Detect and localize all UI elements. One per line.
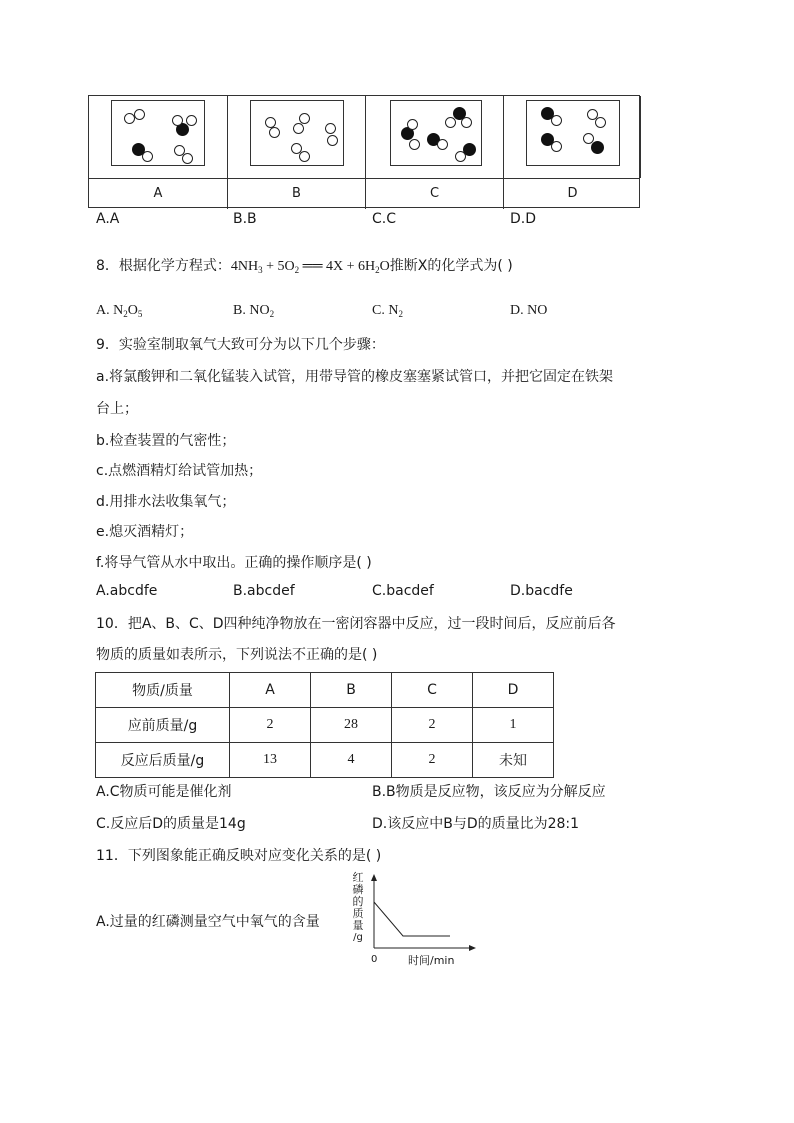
q10-stem-line1: 10．把A、B、C、D四种纯净物放在一密闭容器中反应，过一段时间后，反应前后各 — [96, 616, 616, 632]
q10-option-a: A.C物质可能是催化剂 — [96, 784, 232, 800]
q9-stem: 9．实验室制取氧气大致可分为以下几个步骤： — [96, 337, 385, 353]
q7-option-c: C.C — [372, 211, 397, 227]
q8-option-b: B. $NO_2$ — [233, 303, 275, 319]
graph-ylabel: 红 磷 的 质 量 /g — [352, 871, 364, 943]
q9-step-a-line1: a.将氯酸钾和二氧化锰装入试管，用带导管的橡皮塞塞紧试管口，并把它固定在铁架 — [96, 369, 614, 385]
molecule-label-b: B — [228, 179, 366, 209]
white-atom — [186, 115, 197, 126]
white-atom — [172, 115, 183, 126]
q9-option-c: C.bacdef — [372, 583, 434, 599]
q10-option-d: D.该反应中B与D的质量比为28:1 — [372, 816, 580, 832]
q9-option-d: D.bacdfe — [510, 583, 573, 599]
white-atom — [455, 151, 466, 162]
white-atom — [327, 135, 338, 146]
molecule-label-row — [89, 178, 639, 209]
molecule-cell-b — [228, 96, 366, 178]
white-atom — [407, 119, 418, 130]
q7-option-a: A.A — [96, 211, 120, 227]
white-atom — [409, 139, 420, 150]
q8-equation: $4NH_3 + 5O_2$ ══ $4X + 6H_2O$ — [230, 259, 390, 275]
table-row — [96, 708, 554, 743]
white-atom — [437, 139, 448, 150]
white-atom — [293, 123, 304, 134]
molecule-box-a — [111, 100, 205, 166]
q9-step-f: f.将导气管从水中取出。正确的操作顺序是( ) — [96, 555, 372, 571]
white-atom — [461, 117, 472, 128]
table-cell: 反应后质量/g — [96, 743, 230, 778]
white-atom — [142, 151, 153, 162]
table-cell: 2 — [392, 708, 473, 743]
table-cell: 未知 — [473, 743, 554, 778]
white-atom — [551, 115, 562, 126]
q9-step-e: e.熄灭酒精灯； — [96, 524, 194, 540]
table-cell: 应前质量/g — [96, 708, 230, 743]
black-atom — [591, 141, 604, 154]
molecule-cell-c — [366, 96, 504, 178]
table-header-cell: 物质/质量 — [96, 673, 230, 708]
molecule-box-b — [250, 100, 344, 166]
molecule-cell-d — [504, 96, 641, 178]
q8-stem-before: 根据化学方程式： — [118, 258, 231, 274]
table-header-cell: A — [230, 673, 311, 708]
white-atom — [325, 123, 336, 134]
q9-option-b: B.abcdef — [233, 583, 295, 599]
molecule-label-d: D — [567, 186, 578, 201]
table-cell: 13 — [230, 743, 311, 778]
q7-option-b: B.B — [233, 211, 257, 227]
q8-option-a: A. $N_2O_5$ — [96, 303, 143, 319]
white-atom — [445, 117, 456, 128]
q10-stem-line2: 物质的质量如表所示，下列说法不正确的是( ) — [96, 647, 378, 663]
q8-option-d: D. NO — [510, 303, 548, 318]
graph-xlabel: 时间/min — [408, 954, 455, 967]
white-atom — [299, 113, 310, 124]
white-atom — [269, 127, 280, 138]
q9-option-a: A.abcdfe — [96, 583, 158, 599]
table-header-cell: C — [392, 673, 473, 708]
graph-origin: 0 — [371, 954, 378, 965]
white-atom — [182, 153, 193, 164]
molecule-label-c: C — [366, 179, 504, 209]
q8-stem-after: 推断X的化学式为( ) — [389, 258, 513, 274]
molecule-option-table — [88, 95, 640, 208]
table-cell: 1 — [473, 708, 554, 743]
table-header-cell: D — [473, 673, 554, 708]
q8-number: 8． — [96, 258, 119, 274]
q9-step-d: d.用排水法收集氧气； — [96, 494, 236, 510]
q8-option-c: C. $N_2$ — [372, 303, 403, 319]
molecule-box-d — [526, 100, 620, 166]
q10-option-c: C.反应后D的质量是14g — [96, 816, 246, 832]
white-atom — [134, 109, 145, 120]
table-header-cell: B — [311, 673, 392, 708]
table-row — [96, 743, 554, 778]
red-phosphorus-graph — [350, 872, 480, 972]
mass-data-table — [95, 672, 554, 778]
table-cell: 2 — [230, 708, 311, 743]
table-cell: 28 — [311, 708, 392, 743]
q9-step-a-line2: 台上； — [96, 401, 138, 417]
table-cell: 4 — [311, 743, 392, 778]
q10-option-b: B.B物质是反应物，该反应为分解反应 — [372, 784, 606, 800]
q8-stem — [96, 255, 513, 275]
q9-step-b: b.检查装置的气密性； — [96, 433, 236, 449]
q11-stem: 11．下列图象能正确反映对应变化关系的是( ) — [96, 848, 382, 864]
molecule-label-a: A — [89, 179, 228, 209]
q9-step-c: c.点燃酒精灯给试管加热； — [96, 463, 263, 479]
white-atom — [595, 117, 606, 128]
table-cell: 2 — [392, 743, 473, 778]
white-atom — [551, 141, 562, 152]
molecule-box-c — [390, 100, 482, 166]
table-row — [96, 673, 554, 708]
q11-option-a: A.过量的红磷测量空气中氧气的含量 — [96, 914, 320, 930]
q7-option-d: D.D — [510, 211, 537, 227]
white-atom — [299, 151, 310, 162]
molecule-cell-a — [89, 96, 228, 178]
